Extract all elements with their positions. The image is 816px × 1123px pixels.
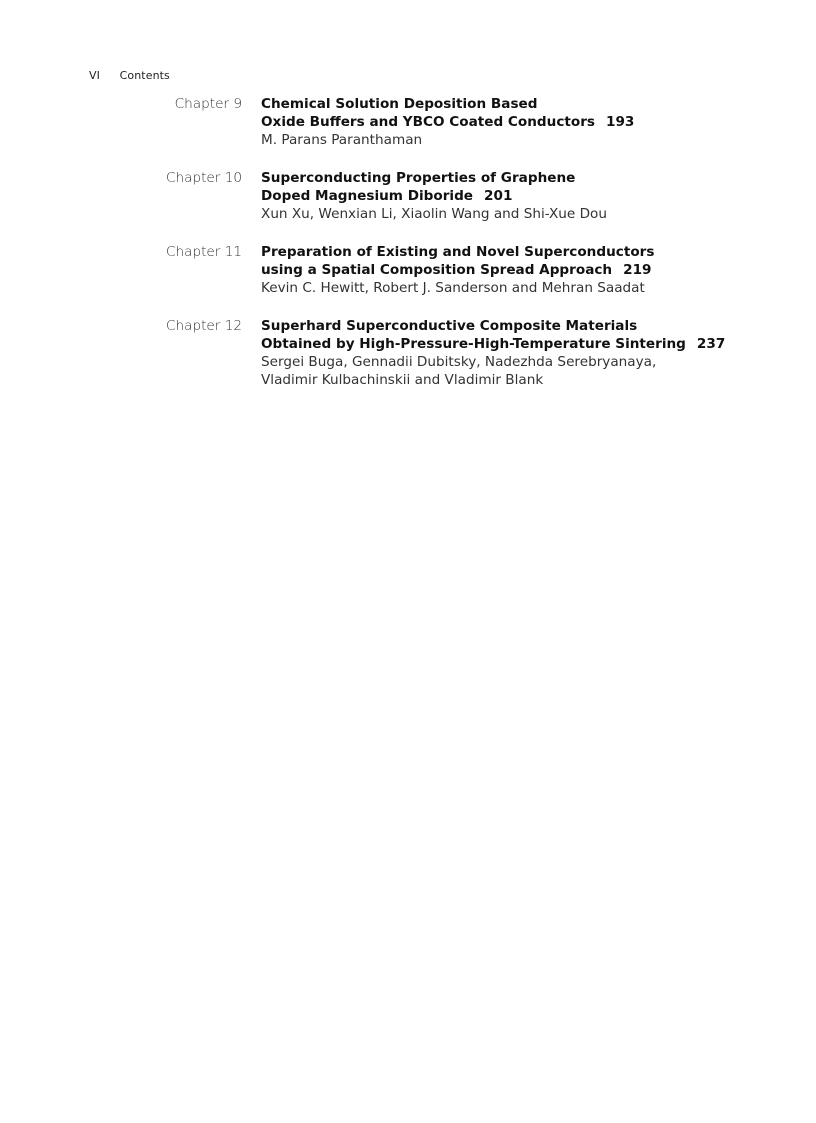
chapter-title-text: Obtained by High-Pressure-High-Temperature Sintering bbox=[261, 336, 686, 352]
chapter-title-line: Chemical Solution Deposition Based bbox=[261, 96, 538, 112]
toc-entry-body bbox=[261, 95, 780, 149]
chapter-authors: Sergei Buga, Gennadii Dubitsky, Nadezhda Serebryanaya, bbox=[261, 354, 657, 370]
chapter-title-line bbox=[261, 187, 780, 205]
toc-entry-body bbox=[261, 169, 780, 223]
chapter-authors: Vladimir Kulbachinskii and Vladimir Blank bbox=[261, 372, 544, 388]
chapter-title-text: Doped Magnesium Diboride bbox=[261, 188, 474, 204]
chapter-title-line: Preparation of Existing and Novel Superconductors bbox=[261, 244, 655, 260]
chapter-authors: Kevin C. Hewitt, Robert J. Sanderson and Mehran Saadat bbox=[261, 280, 645, 296]
toc-entry[interactable] bbox=[160, 169, 780, 223]
page-number: 201 bbox=[484, 188, 513, 204]
toc-entry[interactable] bbox=[160, 317, 780, 389]
chapter-title-text: using a Spatial Composition Spread Approach bbox=[261, 262, 613, 278]
page-folio: VI bbox=[89, 69, 100, 82]
chapter-label: Chapter 12 bbox=[166, 318, 242, 334]
chapter-title-text: Oxide Buffers and YBCO Coated Conductors bbox=[261, 114, 596, 130]
chapter-label: Chapter 11 bbox=[166, 244, 242, 260]
chapter-title-line bbox=[261, 261, 780, 279]
toc-entry-body bbox=[261, 243, 780, 297]
chapter-title-line bbox=[261, 335, 780, 353]
chapter-label: Chapter 9 bbox=[174, 96, 242, 112]
chapter-title-line: Superhard Superconductive Composite Materials bbox=[261, 318, 638, 334]
chapter-label: Chapter 10 bbox=[166, 170, 242, 186]
page-number: 237 bbox=[696, 336, 726, 352]
running-header bbox=[89, 69, 170, 82]
toc-entry[interactable] bbox=[160, 243, 780, 297]
running-header-section: Contents bbox=[119, 69, 170, 82]
table-of-contents bbox=[160, 95, 780, 409]
page-number: 219 bbox=[623, 262, 652, 278]
toc-entry[interactable] bbox=[160, 95, 780, 149]
page-number: 193 bbox=[606, 114, 635, 130]
toc-entry-body bbox=[261, 317, 780, 389]
chapter-title-line bbox=[261, 113, 780, 131]
chapter-title-line: Superconducting Properties of Graphene bbox=[261, 170, 576, 186]
chapter-authors: M. Parans Paranthaman bbox=[261, 132, 423, 148]
chapter-authors: Xun Xu, Wenxian Li, Xiaolin Wang and Shi-Xue Dou bbox=[261, 206, 607, 222]
